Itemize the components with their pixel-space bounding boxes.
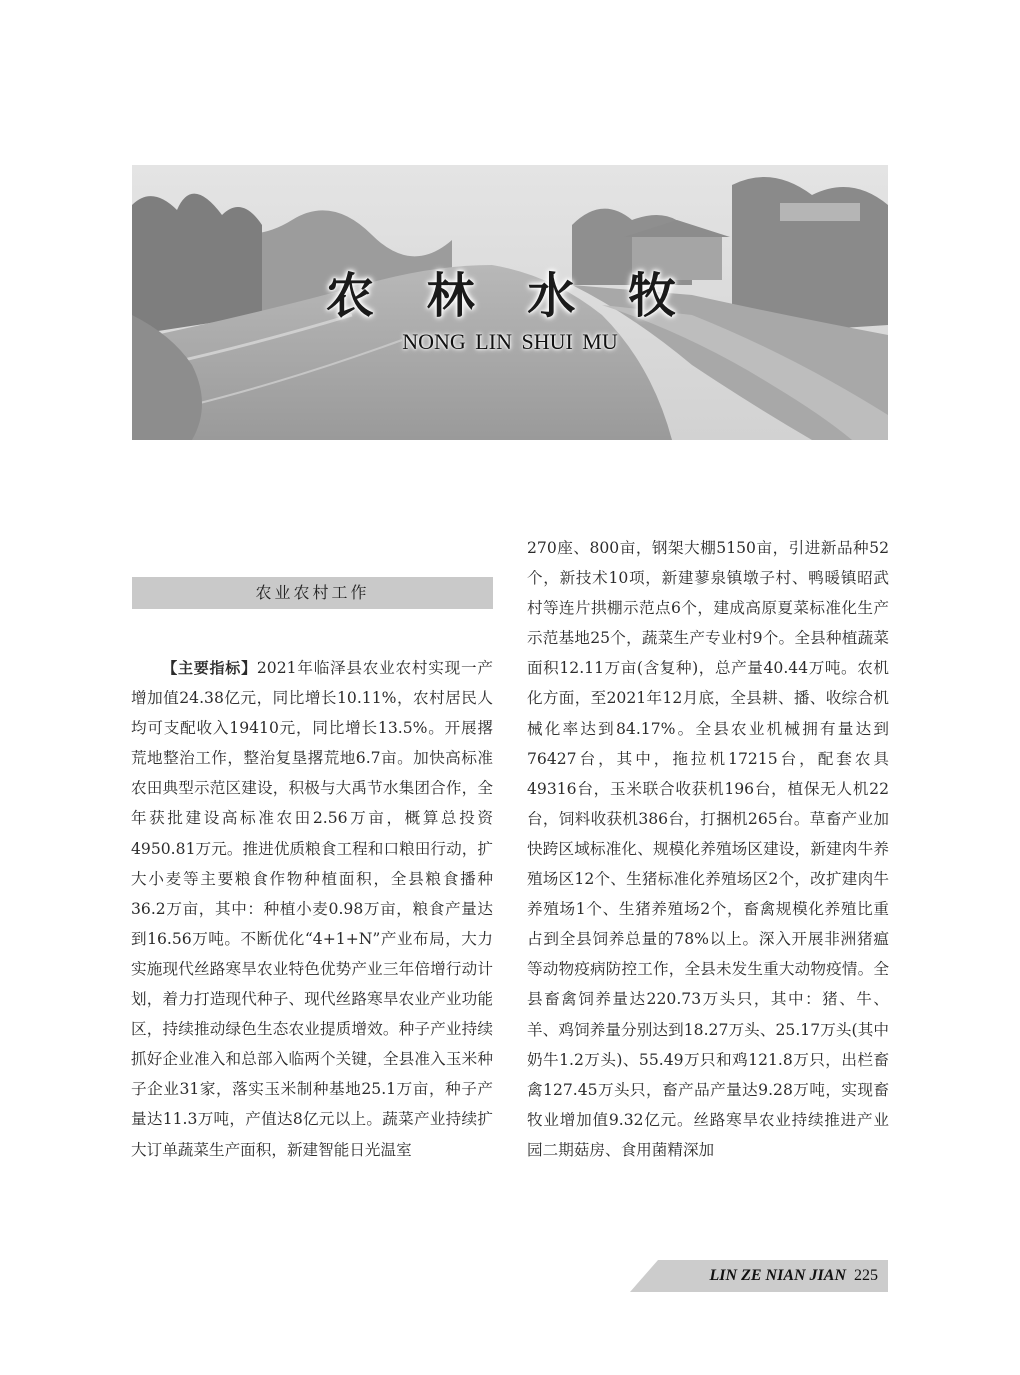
- journal-name: LIN ZE NIAN JIAN: [709, 1267, 846, 1284]
- footer-text: [710, 1260, 878, 1292]
- right-body-text: 270座、800亩，钢架大棚5150亩，引进新品种52个，新技术10项，新建蓼泉镇墩子村、鸭暖镇昭武村等连片拱棚示范点6个，建成高原夏菜标准化生产示范基地25个，蔬菜生产专业村9个。全县种植蔬菜面积12.11万亩(含复种)，总产量40.44万吨。农机化方面，至2021年12月底，全县耕、播、收综合机械化率达到84.17%。全县农业机械拥有量达到76427台，其中，拖拉机17215台，配套农具49316台，玉米联合收获机196台，植保无人机22台，饲料收获机386台，打捆机265台。草畜产业加快跨区域标准化、规模化养殖场区建设，新建肉牛养殖场区12个、生猪标准化养殖场区2个，改扩建肉牛养殖场1个、生猪养殖场2个，畜禽规模化养殖比重占到全县饲养总量的78%以上。深入开展非洲猪瘟等动物疫病防控工作，全县未发生重大动物疫情。全县畜禽饲养量达220.73万头只，其中：猪、牛、羊、鸡饲养量分别达到18.27万头、25.17万头(其中奶牛1.2万头)、55.49万只和鸡121.8万只，出栏畜禽127.45万头只，畜产品产量达9.28万吨，实现畜牧业增加值9.32亿元。丝路寒旱农业持续推进产业园二期菇房、食用菌精深加: [527, 539, 889, 1159]
- left-column: [131, 653, 493, 1165]
- lead-label: 【主要指标】: [162, 659, 257, 677]
- footer: [630, 1260, 888, 1292]
- right-column: [527, 533, 889, 1165]
- banner-subtitle: NONG LIN SHUI MU: [402, 329, 618, 354]
- banner-title: 农 林 水 牧: [325, 268, 695, 324]
- page-number: 225: [854, 1267, 878, 1284]
- section-header: 农业农村工作: [132, 577, 493, 609]
- left-body-text: 2021年临泽县农业农村实现一产增加值24.38亿元，同比增长10.11%，农村居民人均可支配收入19410元，同比增长13.5%。开展撂荒地整治工作，整治复垦撂荒地6.7亩。加快高标准农田典型示范区建设，积极与大禹节水集团合作，全年获批建设高标准农田2.56万亩，概算总投资4950.81万元。推进优质粮食工程和口粮田行动，扩大小麦等主要粮食作物种植面积，全县粮食播种36.2万亩，其中：种植小麦0.98万亩，粮食产量达到16.56万吨。不断优化“4+1+N”产业布局，大力实施现代丝路寒旱农业特色优势产业三年倍增行动计划，着力打造现代种子、现代丝路寒旱农业产业功能区，持续推动绿色生态农业提质增效。种子产业持续抓好企业准入和总部入临两个关键，全县准入玉米种子企业31家，落实玉米制种基地25.1万亩，种子产量达11.3万吨，产值达8亿元以上。蔬菜产业持续扩大订单蔬菜生产面积，新建智能日光温室: [131, 659, 493, 1159]
- banner: [132, 165, 888, 440]
